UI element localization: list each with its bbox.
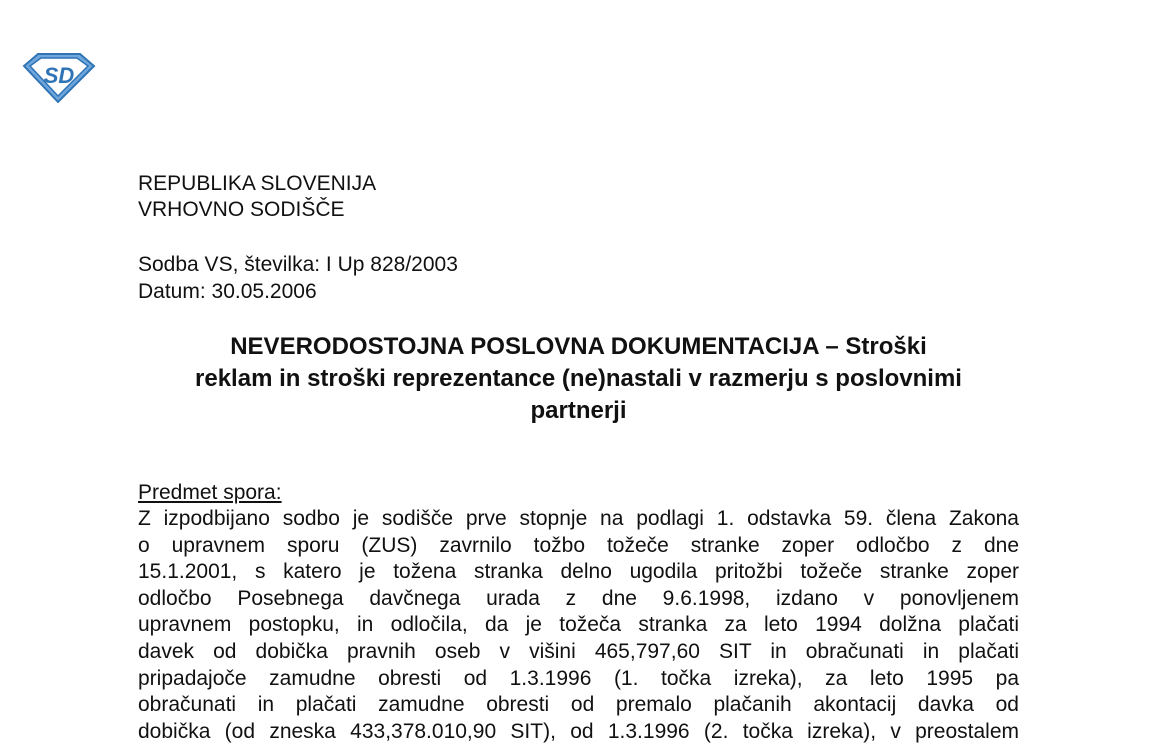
country-name: REPUBLIKA SLOVENIJA [138,172,377,195]
title-line: partnerji [530,397,627,424]
title-line: NEVERODOSTOJNA POSLOVNA DOKUMENTACIJA – Stroški [230,333,927,360]
title-line: reklam in stroški reprezentance (ne)nastali v razmerju s poslovnimi [195,365,962,392]
document-title [138,331,1019,427]
judgment-meta [138,251,458,305]
body-line: odločbo Posebnega davčnega urada z dne 9.6.1998, izdano v ponovljenem [138,586,1019,610]
court-logo [22,50,96,104]
body-line: dobička (od zneska 433,378.010,90 SIT), od 1.3.1996 (2. točka izreka), v preostalem [138,719,1019,743]
body-line: pripadajoče zamudne obresti od 1.3.1996 (1. točka izreka), za leto 1995 pa [138,666,1019,690]
section-body [138,506,1019,745]
court-header [138,171,376,223]
body-line: 15.1.2001, s katero je tožena stranka delno ugodila pritožbi tožeče stranke zoper [138,560,1019,584]
body-line: davek od dobička pravnih oseb v višini 465,797,60 SIT in obračunati in plačati [138,639,1019,663]
judgment-date: Datum: 30.05.2006 [138,280,317,303]
section-heading: Predmet spora: [138,481,282,504]
body-line: Z izpodbijano sodbo je sodišče prve stopnje na podlagi 1. odstavka 59. člena Zakona [138,507,1019,530]
body-line: upravnem postopku, in odločila, da je tožeča stranka za leto 1994 dolžna plačati [138,613,1019,637]
body-line: o upravnem sporu (ZUS) zavrnilo tožbo tožeče stranke zoper odločbo z dne [138,533,1019,557]
court-name: VRHOVNO SODIŠČE [138,198,345,221]
logo-lettering: SD [43,63,75,88]
sd-shield-icon [22,50,96,104]
case-number: Sodba VS, številka: I Up 828/2003 [138,253,458,276]
body-line: obračunati in plačati zamudne obresti od premalo plačanih akontacij davka od [138,693,1019,717]
